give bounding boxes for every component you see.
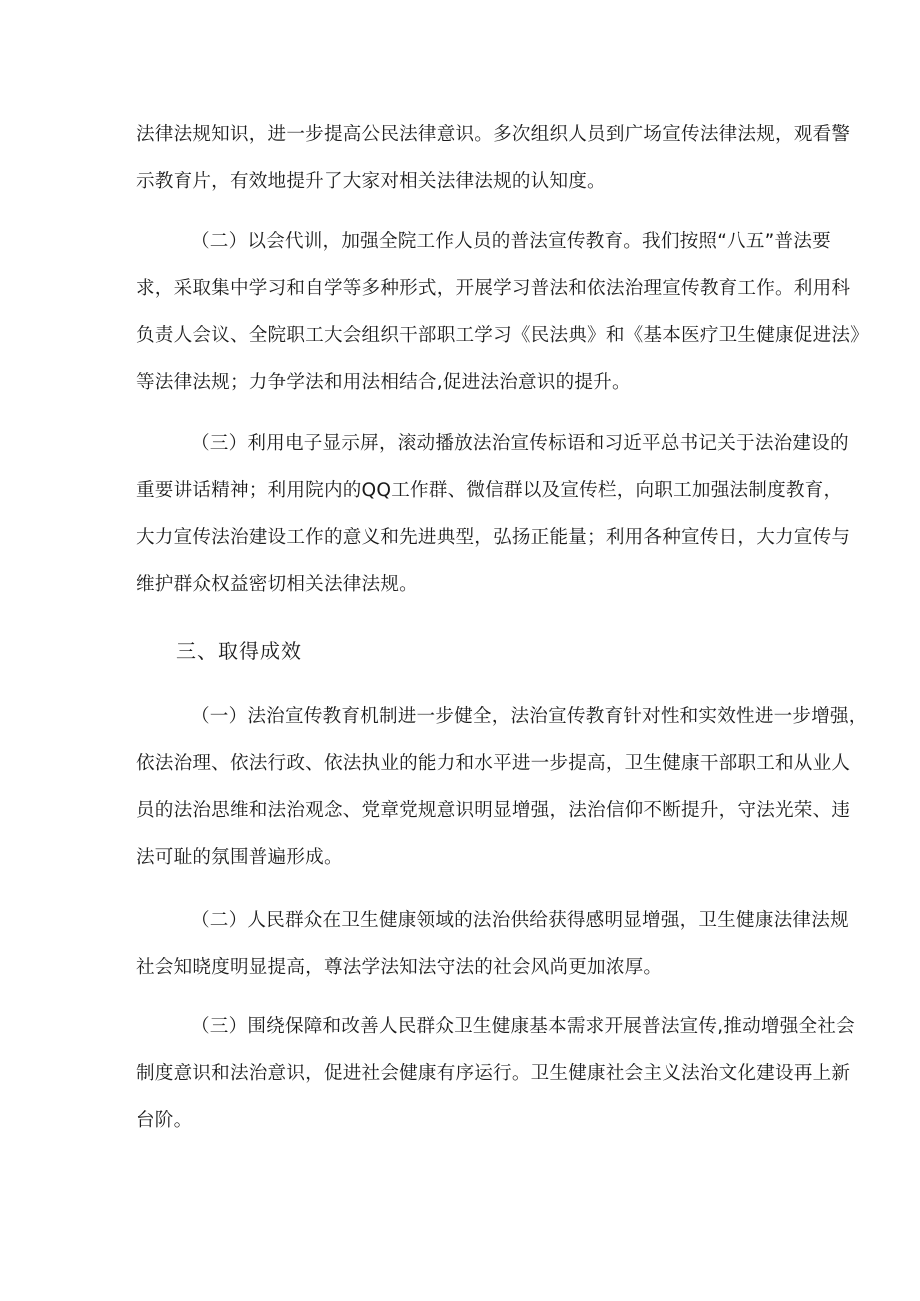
text-line: （三）围绕保障和改善人民群众卫生健康基本需求开展普法宣传,推动增强全社会: [191, 1016, 855, 1037]
text-line: 员的法治思维和法治观念、党章党规意识明显增强，法治信仰不断提升，守法光荣、违: [136, 800, 851, 821]
paragraph-legal-knowledge-continuation: [136, 111, 851, 205]
text-line: 制度意识和法治意识，促进社会健康有序运行。卫生健康社会主义法治文化建设再上新: [136, 1063, 851, 1084]
text-line: （一）法治宣传教育机制进一步健全，法治宣传教育针对性和实效性进一步增强，: [191, 706, 868, 727]
text-line: 负责人会议、全院职工大会组织干部职工学习《民法典》和《基本医疗卫生健康促进法》: [136, 325, 869, 346]
text-line: 大力宣传法治建设工作的意义和先进典型，弘扬正能量；利用各种宣传日，大力宣传与: [136, 527, 851, 548]
text-line: （二）以会代训，加强全院工作人员的普法宣传教育。我们按照“八五”普法要: [191, 231, 831, 252]
paragraph-mechanism-improved: [136, 693, 868, 881]
text-line: 示教育片，有效地提升了大家对相关法律法规的认知度。: [136, 171, 606, 192]
text-line: 求，采取集中学习和自学等多种形式，开展学习普法和依法治理宣传教育工作。利用科: [136, 278, 851, 299]
paragraph-training-education: [136, 218, 869, 406]
text-line: （三）利用电子显示屏，滚动播放法治宣传标语和习近平总书记关于法治建设的: [191, 433, 849, 454]
text-line: （二）人民群众在卫生健康领域的法治供给获得感明显增强，卫生健康法律法规: [191, 910, 849, 931]
text-line: 维护群众权益密切相关法律法规。: [136, 574, 418, 595]
text-line: 台阶。: [136, 1110, 193, 1131]
text-line: 依法治理、依法行政、依法执业的能力和水平进一步提高，卫生健康干部职工和从业人: [136, 753, 851, 774]
text-line: 法律法规知识，进一步提高公民法律意识。多次组织人员到广场宣传法律法规，观看警: [136, 124, 851, 145]
text-line: 法可耻的氛围普遍形成。: [136, 847, 343, 868]
text-line: 重要讲话精神；利用院内的QQ工作群、微信群以及宣传栏，向职工加强法制度教育，: [136, 480, 843, 501]
text-line: 等法律法规；力争学法和用法相结合,促进法治意识的提升。: [136, 372, 631, 393]
paragraph-electronic-display: [136, 420, 851, 608]
paragraph-public-awareness: [136, 897, 849, 991]
section-heading-achievements: 三、取得成效: [176, 639, 302, 663]
paragraph-basic-needs: [136, 1003, 855, 1144]
text-line: 社会知晓度明显提高，尊法学法知法守法的社会风尚更加浓厚。: [136, 957, 663, 978]
